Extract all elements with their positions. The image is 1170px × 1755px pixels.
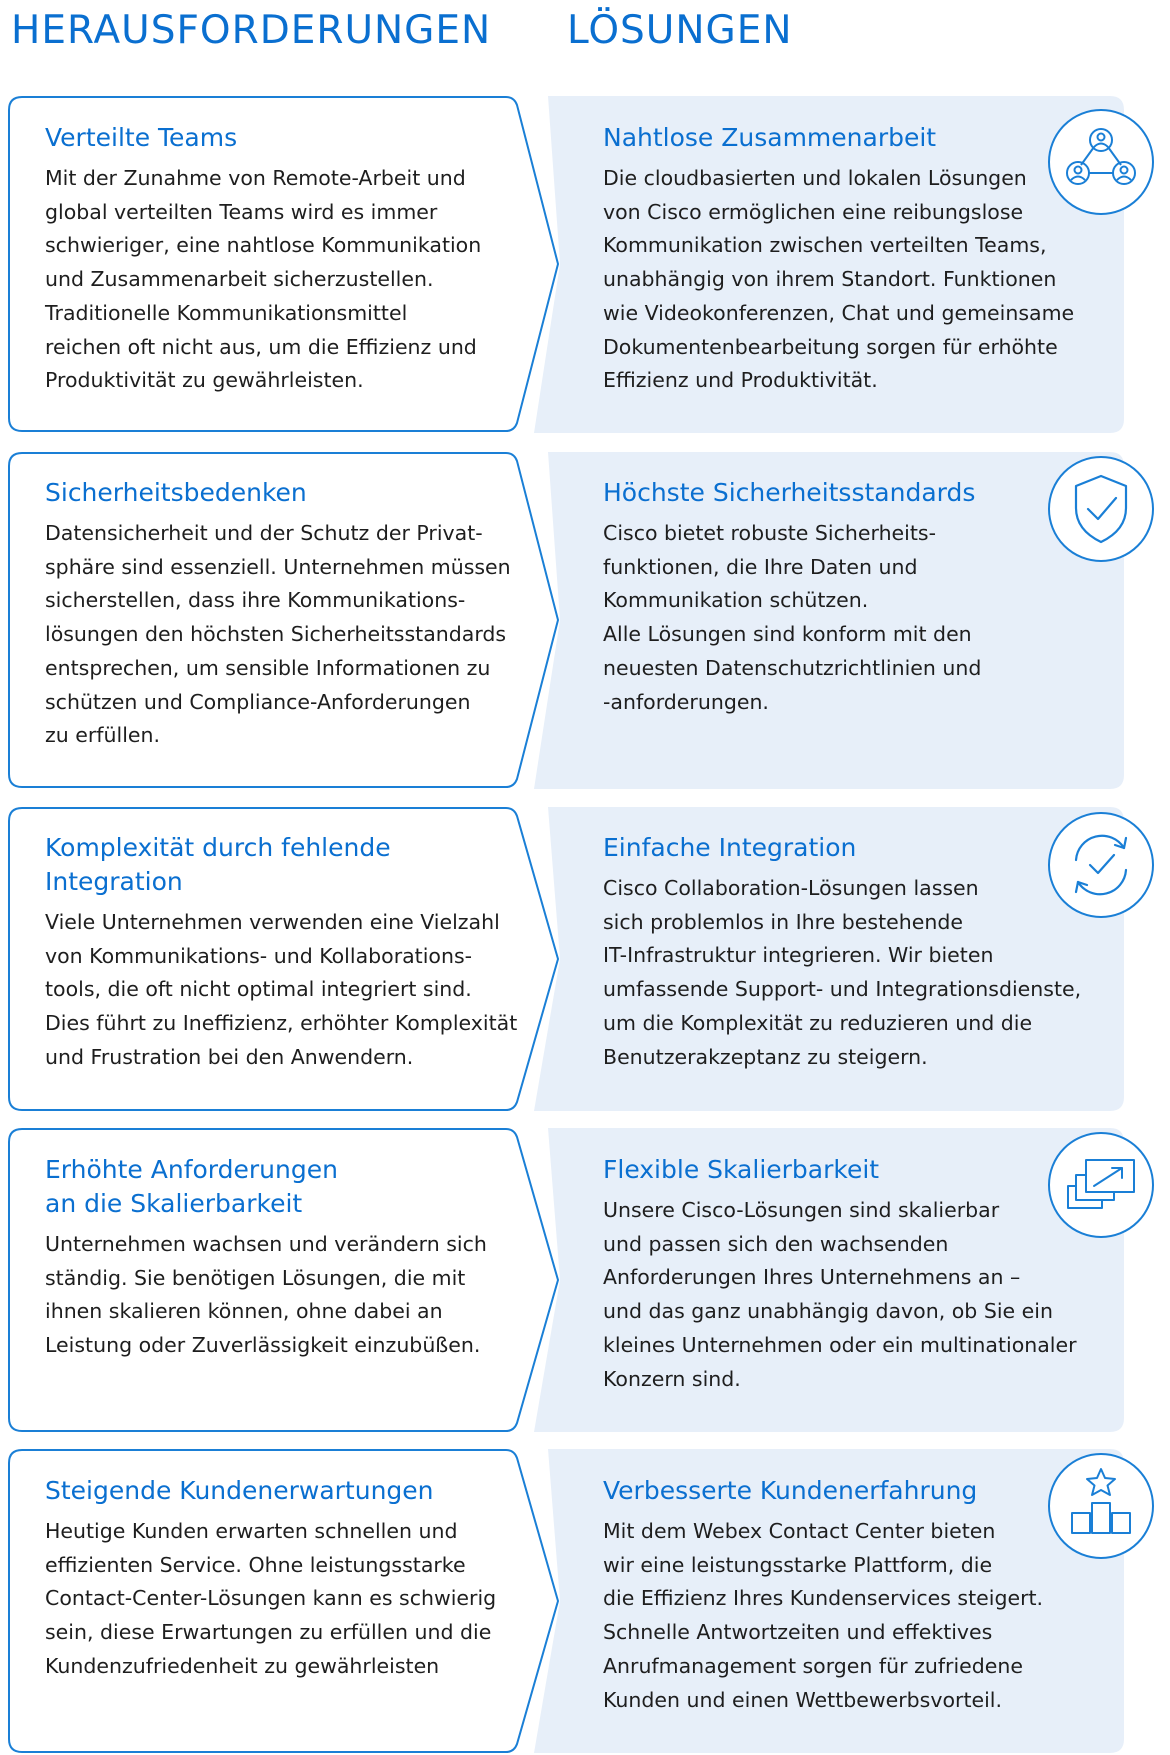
solution-body: Unsere Cisco-Lösungen sind skalierbar und passen sich den wachsenden Anforderungen Ihres Unternehmens an – und das ganz unabhängig davon, ob Sie ein kleines Unternehmen oder ein multinationaler Konzern sind.: [603, 1198, 1077, 1391]
challenges-heading: HERAUSFORDERUNGEN: [11, 8, 492, 53]
challenge-3: [45, 831, 525, 1075]
challenge-title: Komplexität durch fehlende Integration: [45, 833, 391, 896]
people-network-icon: [1046, 107, 1156, 217]
solutions-heading: LÖSUNGEN: [567, 8, 793, 53]
challenge-5: [45, 1474, 525, 1684]
challenge-1: [45, 121, 525, 398]
challenge-4: [45, 1153, 525, 1363]
solution-4: [603, 1153, 1103, 1396]
solution-title: Nahtlose Zusammenarbeit: [603, 123, 937, 152]
shield-check-icon: [1046, 454, 1156, 564]
solution-body: Cisco Collaboration-Lösungen lassen sich problemlos in Ihre bestehende IT-Infrastruktur integrieren. Wir bieten umfassende Support- und Integrationsdienste, um die Komplexität zu reduzieren und die Benutzerakzeptanz zu steigern.: [603, 876, 1082, 1069]
challenge-2: [45, 476, 525, 753]
star-podium-icon: [1046, 1451, 1156, 1561]
solution-title: Einfache Integration: [603, 833, 857, 862]
challenge-body: Heutige Kunden erwarten schnellen und effizienten Service. Ohne leistungsstarke Contact-Center-Lösungen kann es schwierig sein, diese Erwartungen zu erfüllen und die Kundenzufriedenheit zu gewährleisten: [45, 1519, 497, 1678]
challenge-title: Erhöhte Anforderungen an die Skalierbarkeit: [45, 1155, 338, 1218]
challenge-title: Verteilte Teams: [45, 123, 238, 152]
solution-title: Verbesserte Kundenerfahrung: [603, 1476, 978, 1505]
challenge-body: Unternehmen wachsen und verändern sich ständig. Sie benötigen Lösungen, die mit ihnen skalieren können, ohne dabei an Leistung oder Zuverlässigkeit einzubüßen.: [45, 1232, 487, 1358]
scale-screens-icon: [1046, 1130, 1156, 1240]
solution-body: Die cloudbasierten und lokalen Lösungen von Cisco ermöglichen eine reibungslose Kommunikation zwischen verteilten Teams, unabhängig von ihrem Standort. Funktionen wie Videokonferenzen, Chat und gemeinsame Dokumentenbearbeitung sorgen für erhöhte Effizienz und Produktivität.: [603, 166, 1075, 393]
solution-title: Flexible Skalierbarkeit: [603, 1155, 880, 1184]
solution-1: [603, 121, 1103, 398]
solution-5: [603, 1474, 1103, 1717]
solution-body: Cisco bietet robuste Sicherheits- funktionen, die Ihre Daten und Kommunikation schützen. Alle Lösungen sind konform mit den neuesten Datenschutzrichtlinien und -anforderungen.: [603, 521, 982, 714]
solution-3: [603, 831, 1103, 1074]
challenge-title: Sicherheitsbedenken: [45, 478, 307, 507]
sync-check-icon: [1046, 810, 1156, 920]
challenge-body: Mit der Zunahme von Remote-Arbeit und global verteilten Teams wird es immer schwieriger, eine nahtlose Kommunikation und Zusammenarbeit sicherzustellen. Traditionelle Kommunikationsmittel reichen oft nicht aus, um die Effizienz und Produktivität zu gewährleisten.: [45, 166, 482, 393]
challenge-body: Datensicherheit und der Schutz der Privat- sphäre sind essenziell. Unternehmen müssen sicherstellen, dass ihre Kommunikations- lösungen den höchsten Sicherheitsstandards entsprechen, um sensible Informationen zu schützen und Compliance-Anforderungen zu erfüllen.: [45, 521, 511, 748]
solution-2: [603, 476, 1103, 719]
solution-body: Mit dem Webex Contact Center bieten wir eine leistungsstarke Plattform, die die Effizienz Ihres Kundenservices steigert. Schnelle Antwortzeiten und effektives Anrufmanagement sorgen für zufriedene Kunden und einen Wettbewerbsvorteil.: [603, 1519, 1044, 1712]
solution-title: Höchste Sicherheitsstandards: [603, 478, 976, 507]
challenge-title: Steigende Kundenerwartungen: [45, 1476, 434, 1505]
challenge-body: Viele Unternehmen verwenden eine Vielzahl von Kommunikations- und Kollaborations- tools, die oft nicht optimal integriert sind. Dies führt zu Ineffizienz, erhöhter Komplexität und Frustration bei den Anwendern.: [45, 910, 518, 1069]
